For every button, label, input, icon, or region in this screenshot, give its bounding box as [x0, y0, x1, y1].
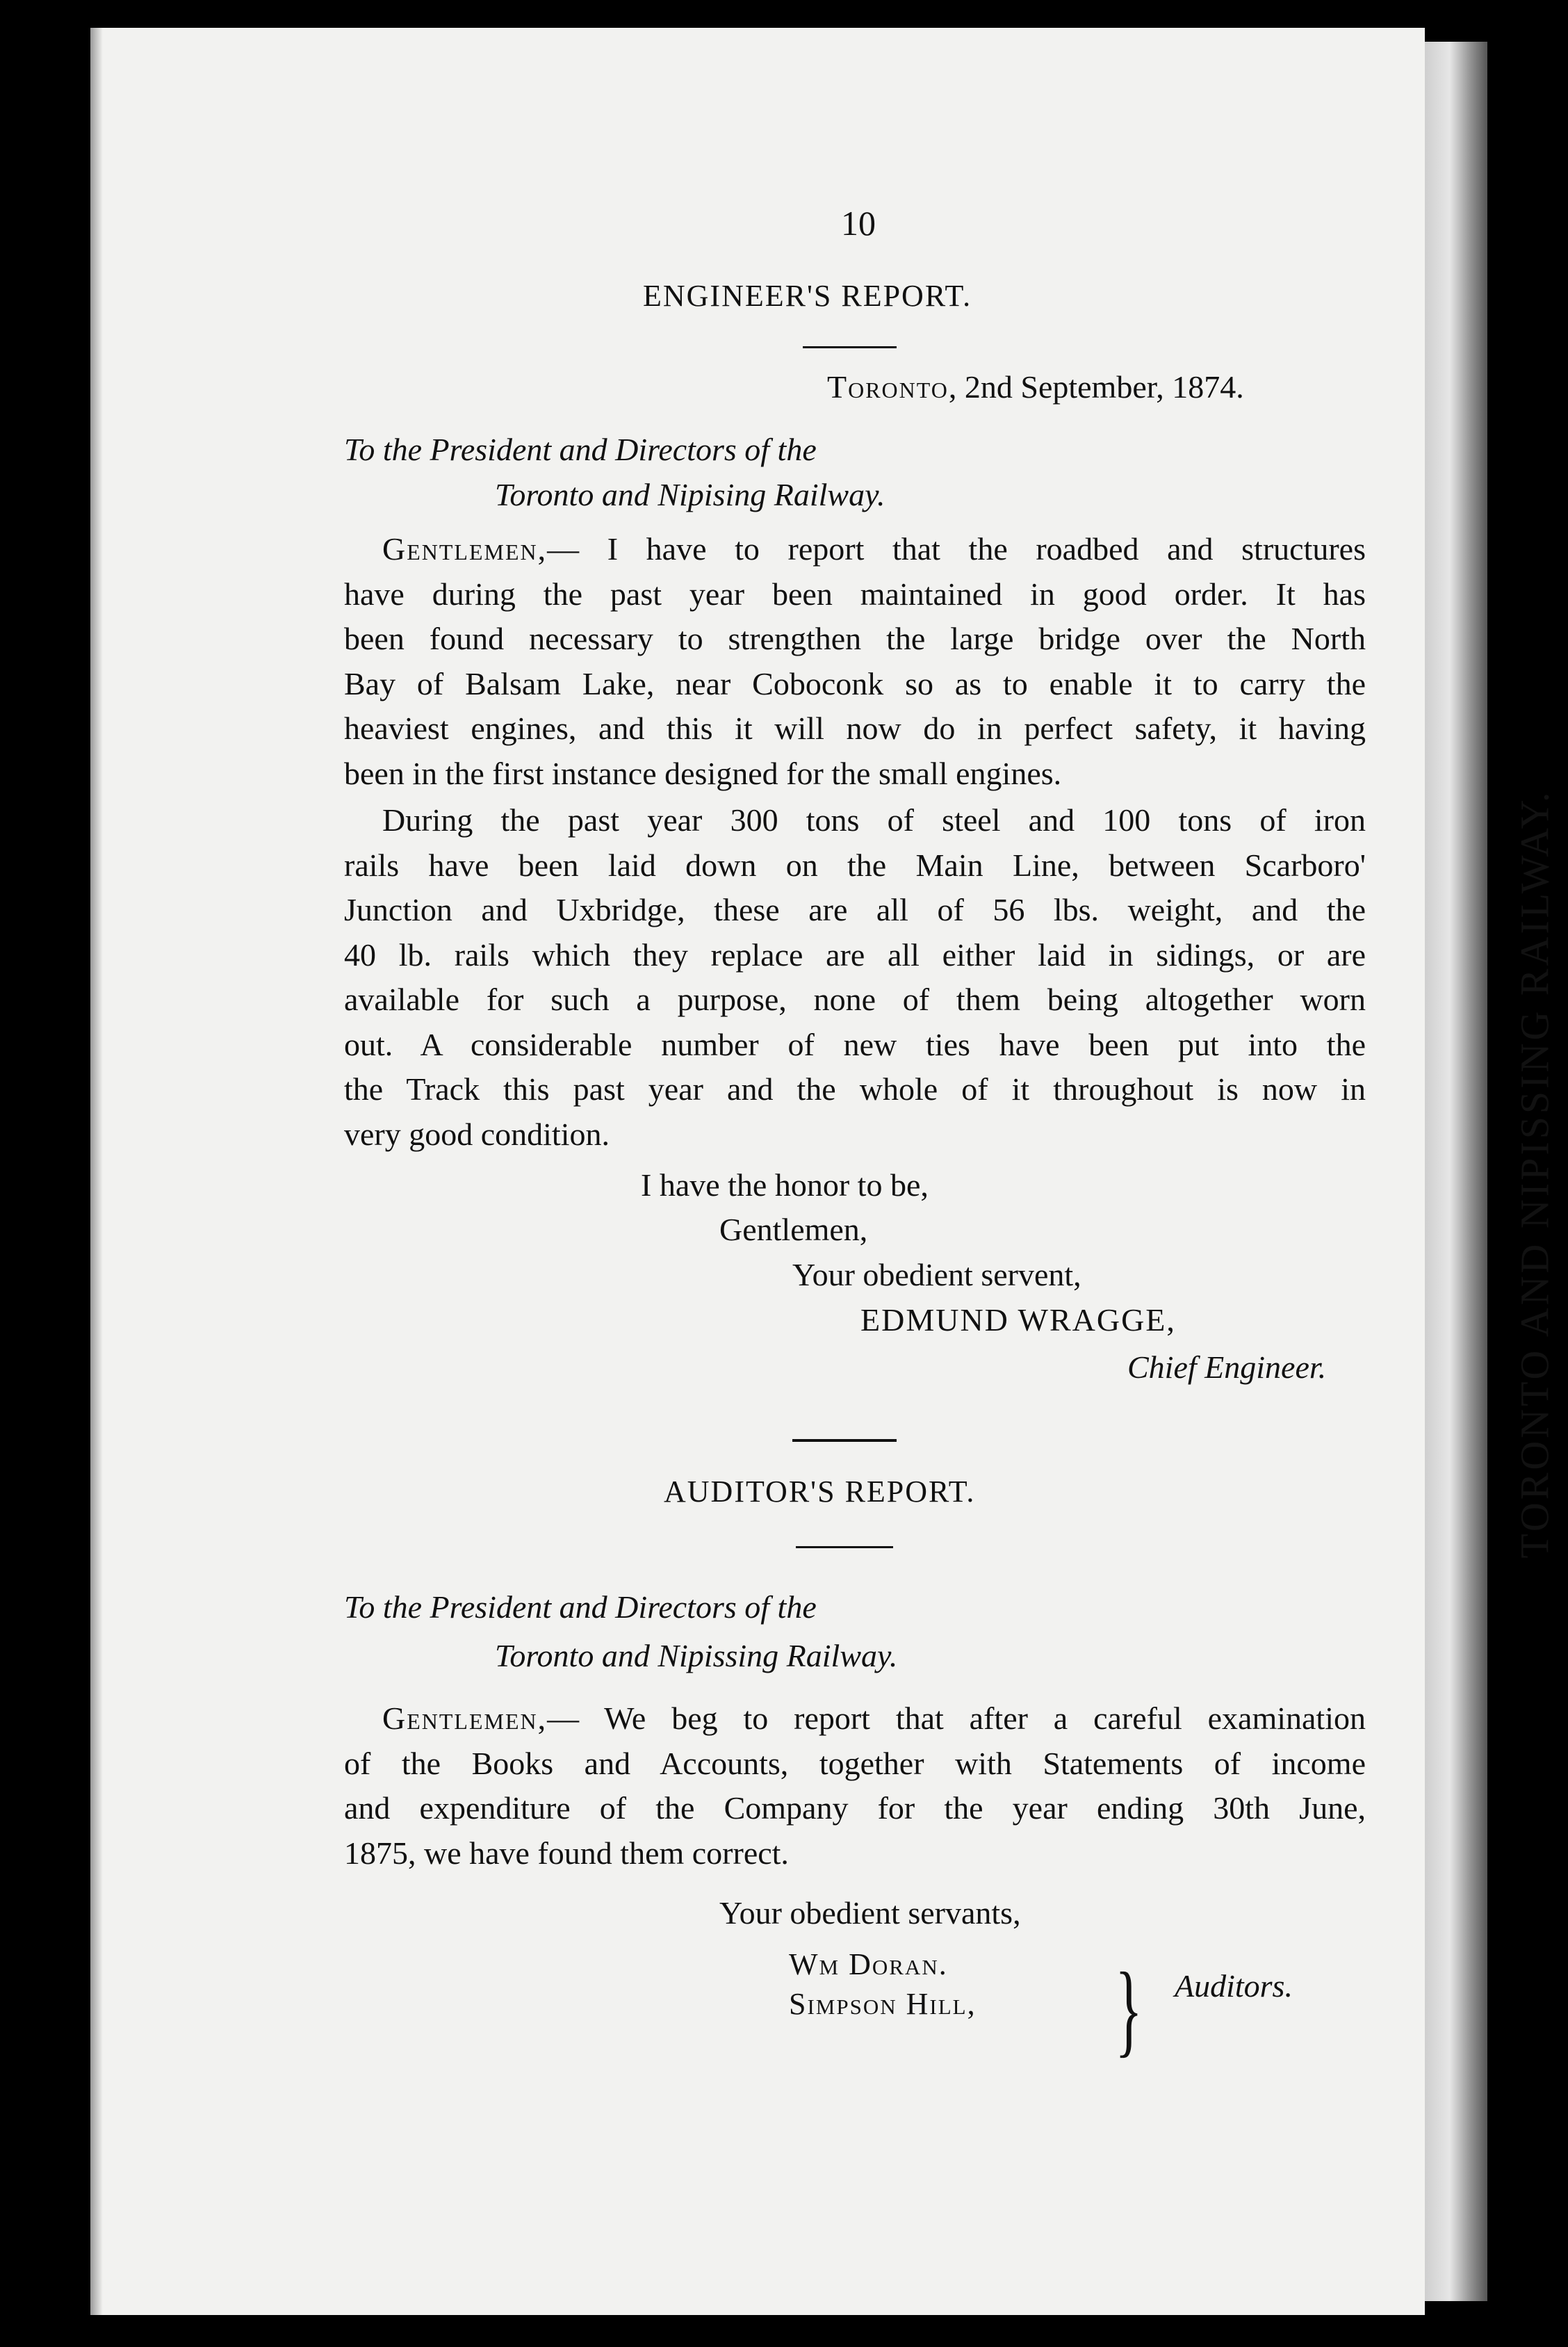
auditor-signer-2: Simpson Hill, [789, 1987, 977, 2021]
paragraph-line: Junction and Uxbridge, these are all of 56 lbs. weight, and the [344, 892, 1366, 927]
paragraph-line: have during the past year been maintained in good order. It has [344, 576, 1366, 612]
salutation: Gentlemen, [382, 1700, 548, 1736]
auditor-address-line2: Toronto and Nipissing Railway. [495, 1638, 898, 1673]
paragraph-line: the Track this past year and the whole of it throughout is now in [344, 1071, 1366, 1107]
paragraph-line: been found necessary to strengthen the large bridge over the North [344, 621, 1366, 656]
engineer-report-heading: ENGINEER'S REPORT. [643, 279, 972, 313]
paragraph-line: During the past year 300 tons of steel and 100 tons of iron [382, 802, 1366, 838]
engineer-dateline [827, 368, 1244, 405]
paragraph-line: Gentlemen,— I have to report that the roadbed and structures [382, 531, 1366, 567]
closing-line-2: Gentlemen, [719, 1212, 868, 1247]
engineer-address-line1: To the President and Directors of the [344, 432, 817, 467]
page-number: 10 [841, 204, 876, 243]
auditor-paragraph [344, 1696, 1366, 1876]
page-edge [1425, 42, 1487, 2301]
dateline-place: Toronto [827, 369, 949, 405]
paragraph-line: of the Books and Accounts, together with Statements of income [344, 1745, 1366, 1781]
paragraph-line: Gentlemen,— We beg to report that after a careful examination [382, 1700, 1366, 1736]
engineer-signer-title: Chief Engineer. [1127, 1349, 1327, 1385]
auditor-address-line1: To the President and Directors of the [344, 1589, 817, 1625]
spine-text: TORONTO AND NIPISSING RAILWAY. [1512, 788, 1558, 1559]
dateline-date: , 2nd September, 1874. [948, 369, 1244, 405]
auditor-closing: Your obedient servants, [719, 1895, 1021, 1931]
engineer-address-line2: Toronto and Nipising Railway. [495, 477, 885, 512]
spine [1501, 0, 1568, 2347]
heading-rule [796, 1546, 893, 1548]
auditor-signer-1: Wm Doran. [789, 1947, 948, 1981]
section-divider [792, 1439, 897, 1442]
paragraph-line: heaviest engines, and this it will now do in perfect safety, it having [344, 710, 1366, 746]
engineer-paragraph-1 [344, 527, 1366, 796]
heading-rule [803, 346, 897, 348]
engineer-paragraph-2 [344, 798, 1366, 1157]
salutation: Gentlemen, [382, 531, 548, 567]
paragraph-line: out. A considerable number of new ties have been put into the [344, 1026, 1366, 1062]
paragraph-line: very good condition. [344, 1116, 610, 1152]
paragraph-line: available for such a purpose, none of them being altogether worn [344, 982, 1366, 1017]
paragraph-line: rails have been laid down on the Main Line, between Scarboro' [344, 847, 1366, 883]
paragraph-line: and expenditure of the Company for the year ending 30th June, [344, 1790, 1366, 1826]
page-left-shadow [90, 28, 103, 2315]
signers-brace: } [1115, 1951, 1143, 2067]
closing-line-1: I have the honor to be, [641, 1167, 929, 1203]
auditor-report-heading: AUDITOR'S REPORT. [664, 1475, 976, 1509]
paragraph-line: 1875, we have found them correct. [344, 1835, 789, 1871]
closing-line-3: Your obedient servent, [792, 1257, 1081, 1292]
auditors-title: Auditors. [1175, 1968, 1293, 2004]
paragraph-line: been in the first instance designed for the small engines. [344, 755, 1062, 791]
paragraph-line: 40 lb. rails which they replace are all either laid in sidings, or are [344, 936, 1366, 973]
paragraph-line: Bay of Balsam Lake, near Coboconk so as to enable it to carry the [344, 665, 1366, 701]
engineer-signer: EDMUND WRAGGE, [860, 1302, 1176, 1338]
